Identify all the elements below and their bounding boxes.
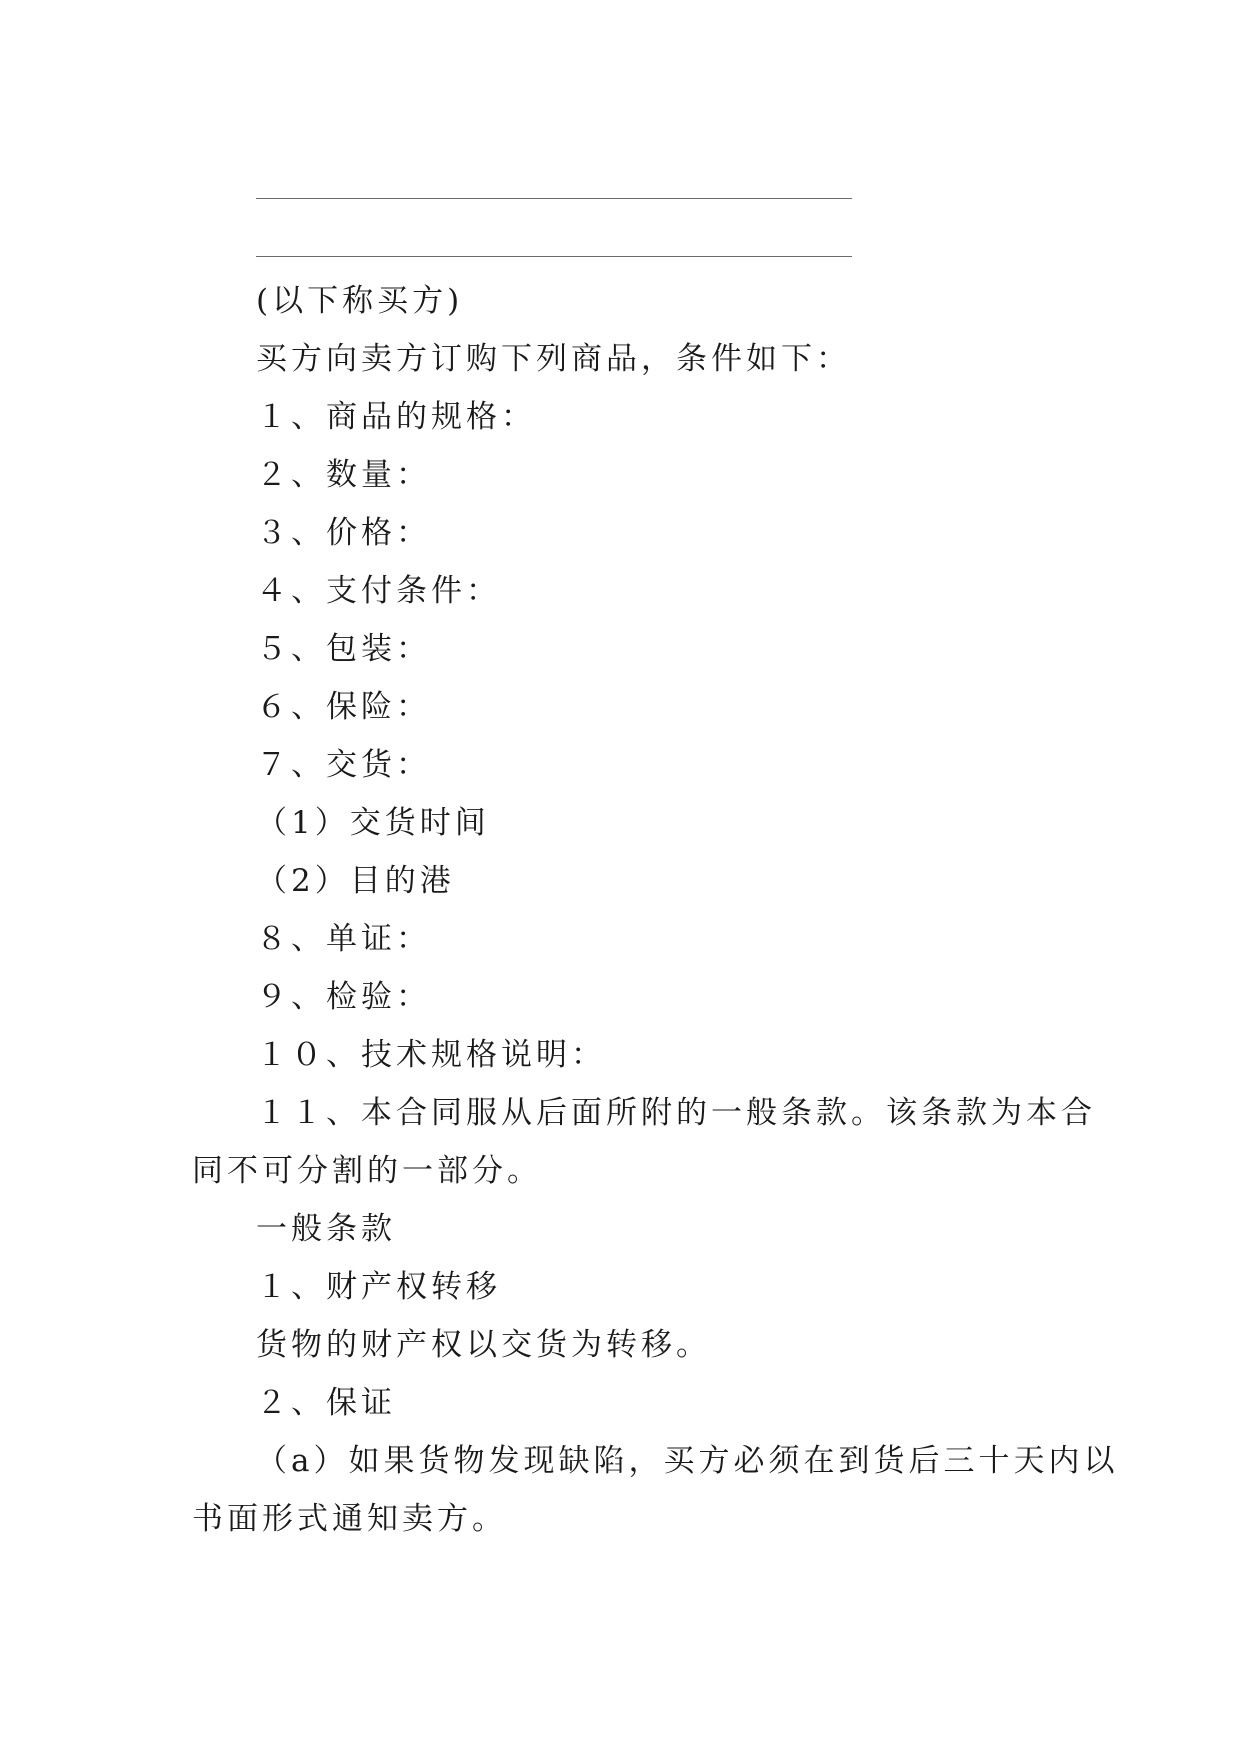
- clause-5-packing: ５、包装：: [256, 631, 431, 667]
- general-clause-2a: （a）如果货物发现缺陷，买方必须在到货后三十天内以: [256, 1443, 1119, 1479]
- clause-2-quantity: ２、数量：: [256, 457, 431, 493]
- clause-7-1-delivery-time: （1）交货时间: [256, 805, 490, 841]
- clause-10-tech-spec: １０、技术规格说明：: [256, 1037, 606, 1073]
- general-clause-2-title: ２、保证: [256, 1385, 396, 1421]
- clause-11-general-terms: １１、本合同服从后面所附的一般条款。该条款为本合: [256, 1095, 1096, 1131]
- clause-4-payment: ４、支付条件：: [256, 573, 501, 609]
- clause-11-continued: 同不可分割的一部分。: [192, 1153, 542, 1189]
- clause-9-inspection: ９、检验：: [256, 979, 431, 1015]
- general-clause-1-body: 货物的财产权以交货为转移。: [256, 1327, 711, 1363]
- clause-7-delivery: ７、交货：: [256, 747, 431, 783]
- clause-1-spec: １、商品的规格：: [256, 399, 536, 435]
- buyer-label: (以下称买方): [256, 283, 464, 319]
- clause-7-2-destination-port: （2）目的港: [256, 863, 455, 899]
- order-intro: 买方向卖方订购下列商品，条件如下：: [256, 341, 851, 377]
- clause-3-price: ３、价格：: [256, 515, 431, 551]
- clause-6-insurance: ６、保险：: [256, 689, 431, 725]
- blank-fill-line-1: [256, 198, 852, 199]
- blank-fill-line-2: [256, 256, 852, 257]
- clause-8-documents: ８、单证：: [256, 921, 431, 957]
- general-clause-1-title: １、财产权转移: [256, 1269, 501, 1305]
- general-terms-heading: 一般条款: [256, 1211, 396, 1247]
- general-clause-2a-continued: 书面形式通知卖方。: [192, 1501, 507, 1537]
